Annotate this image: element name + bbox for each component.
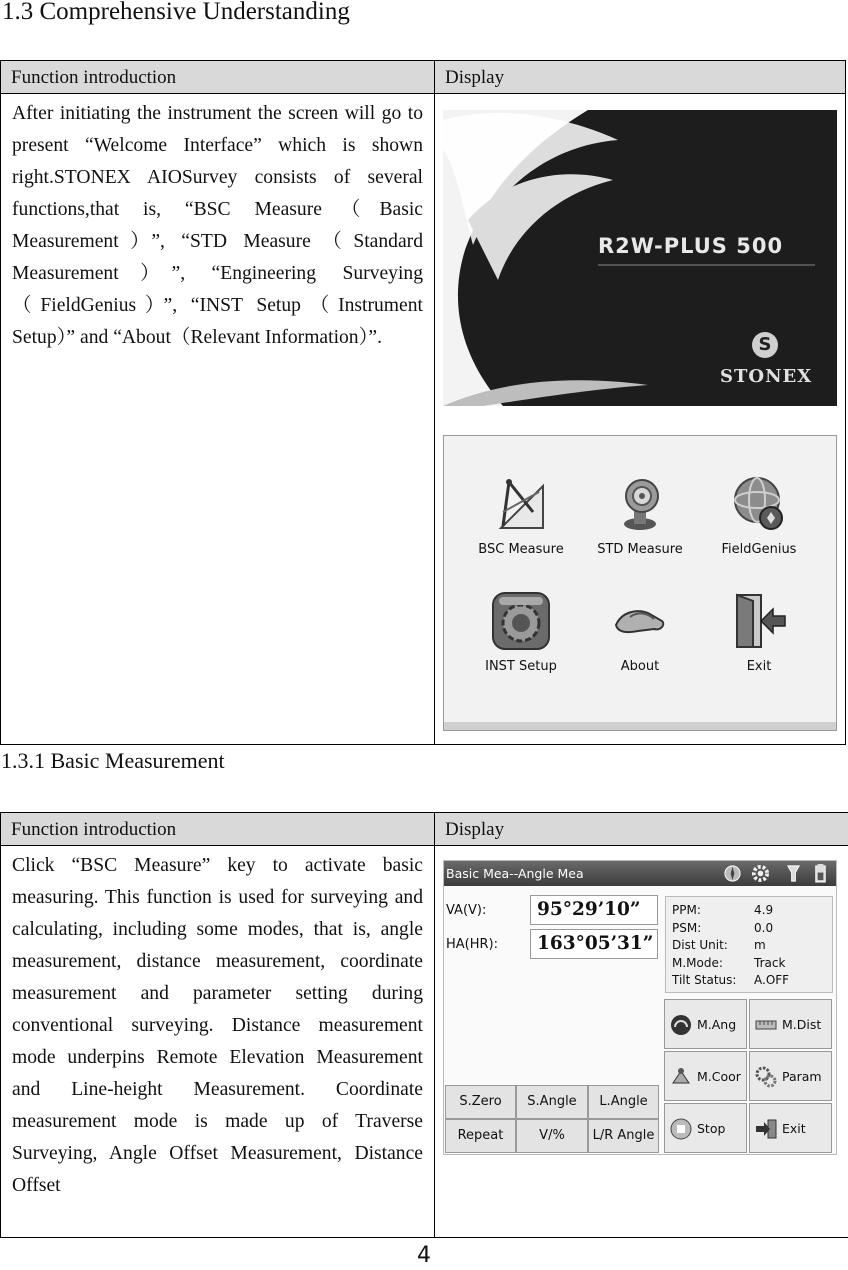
menu-item-std-measure[interactable]: [580, 472, 700, 557]
ppm-label: PPM:: [672, 903, 701, 917]
menu-item-label: BSC Measure: [478, 542, 564, 557]
table-header-function: Function introduction: [1, 813, 435, 846]
l-angle-button[interactable]: L.Angle: [588, 1085, 659, 1119]
menu-item-inst-setup[interactable]: [461, 589, 581, 674]
section-title: 1.3 Comprehensive Understanding: [2, 0, 350, 25]
menu-item-label: INST Setup: [485, 659, 557, 674]
gears-icon: [754, 1065, 778, 1089]
table-header-display: Display: [435, 61, 846, 94]
menu-item-label: About: [620, 659, 660, 674]
m-mode-value: Track: [754, 955, 786, 970]
exit-arrow-icon: [754, 1117, 778, 1141]
menu-item-label: STD Measure: [597, 542, 683, 557]
ha-label: HA(HR):: [446, 937, 498, 952]
swoosh-graphic: [443, 110, 837, 406]
stop-icon: [669, 1117, 693, 1141]
screen-title: Basic Mea--Angle Mea: [446, 866, 584, 881]
exit-icon: [727, 589, 791, 653]
menu-item-about[interactable]: [580, 589, 700, 674]
angle-measure-icon: [669, 1013, 693, 1037]
menu-bottom-bar: [444, 722, 836, 730]
inst-setup-icon: [489, 589, 553, 653]
param-button[interactable]: [749, 1051, 832, 1101]
va-label: VA(V):: [446, 903, 487, 918]
tilt-status-label: Tilt Status:: [672, 973, 737, 987]
exit-label: Exit: [782, 1121, 806, 1136]
fieldgenius-icon: [727, 472, 791, 536]
dist-unit-label: Dist Unit:: [672, 938, 728, 952]
menu-item-label: FieldGenius: [721, 542, 797, 557]
function-description: After initiating the instrument the screen will go to present “Welcome Interface” which is shown right.STONEX AIOSurvey consists of several functions,that is, “BSC Measure（Basic Measurement）”, “STD Measure（Standard Measurement）”, “Engineering Surveying（FieldGenius）”, “INST Setup（Instrument Setup）” and “About（Relevant Information）”.: [1, 94, 435, 745]
table-header-function: Function introduction: [1, 61, 435, 94]
param-label: Param: [782, 1069, 822, 1084]
battery-icon: [811, 864, 830, 883]
distance-measure-icon: [754, 1013, 778, 1037]
repeat-button[interactable]: Repeat: [445, 1119, 516, 1153]
ppm-value: 4.9: [754, 903, 774, 917]
s-angle-button[interactable]: S.Angle: [516, 1085, 588, 1119]
compass-icon: [723, 864, 742, 883]
dist-unit-value: m: [754, 938, 766, 952]
m-coor-label: M.Coor: [697, 1069, 741, 1084]
psm-value: 0.0: [754, 920, 774, 935]
table-header-display: Display: [435, 813, 848, 846]
laser-pointer-icon[interactable]: [784, 864, 803, 883]
psm-label: PSM:: [672, 920, 702, 935]
m-ang-label: M.Ang: [697, 1017, 737, 1032]
gear-icon[interactable]: [751, 864, 770, 883]
function-description: Click “BSC Measure” key to activate basic measuring. This function is used for surveying and calculating, including some modes, that is, angle measurement, distance measurement, coordinate measurement and parameter setting during conventional surveying. Distance measurement mode underpins Remote Elevation Measurement and Line-height Measurement. Coordinate measurement mode is made up of Traverse Surveying, Angle Offset Measurement, Distance Offset: [1, 846, 435, 1238]
coordinate-measure-icon: [669, 1065, 693, 1089]
stonex-logo-icon: S: [752, 332, 778, 358]
product-name: R2W-PLUS 500: [598, 234, 784, 258]
s-zero-button[interactable]: S.Zero: [445, 1085, 516, 1119]
welcome-screen: [443, 110, 837, 406]
menu-item-label: Exit: [746, 659, 772, 674]
m-ang-button[interactable]: [664, 999, 747, 1049]
m-mode-label: M.Mode:: [672, 955, 723, 970]
menu-item-bsc-measure[interactable]: [461, 472, 581, 557]
std-measure-icon: [608, 472, 672, 536]
menu-item-fieldgenius[interactable]: [699, 472, 819, 557]
main-menu-screen: [443, 435, 837, 731]
va-value: 95°29’10”: [530, 895, 658, 925]
info-panel: [665, 896, 833, 993]
menu-item-exit[interactable]: [699, 589, 819, 674]
bsc-measure-icon: [489, 472, 553, 536]
exit-button[interactable]: [749, 1103, 832, 1153]
stop-button[interactable]: [664, 1103, 747, 1153]
subsection-title: 1.3.1 Basic Measurement: [1, 748, 225, 773]
basic-measure-screen: [443, 860, 837, 1155]
m-dist-label: M.Dist: [782, 1017, 822, 1032]
v-percent-button[interactable]: V/%: [516, 1119, 588, 1153]
ha-value: 163°05’31”: [530, 929, 658, 959]
tilt-status-value: A.OFF: [754, 973, 790, 987]
page-number: 4: [417, 1243, 431, 1268]
lr-angle-button[interactable]: L/R Angle: [588, 1119, 659, 1153]
m-coor-button[interactable]: [664, 1051, 747, 1101]
brand-name: STONEX: [720, 366, 813, 387]
about-icon: [608, 589, 672, 653]
title-bar: [444, 861, 836, 886]
stop-label: Stop: [697, 1121, 726, 1136]
m-dist-button[interactable]: [749, 999, 832, 1049]
